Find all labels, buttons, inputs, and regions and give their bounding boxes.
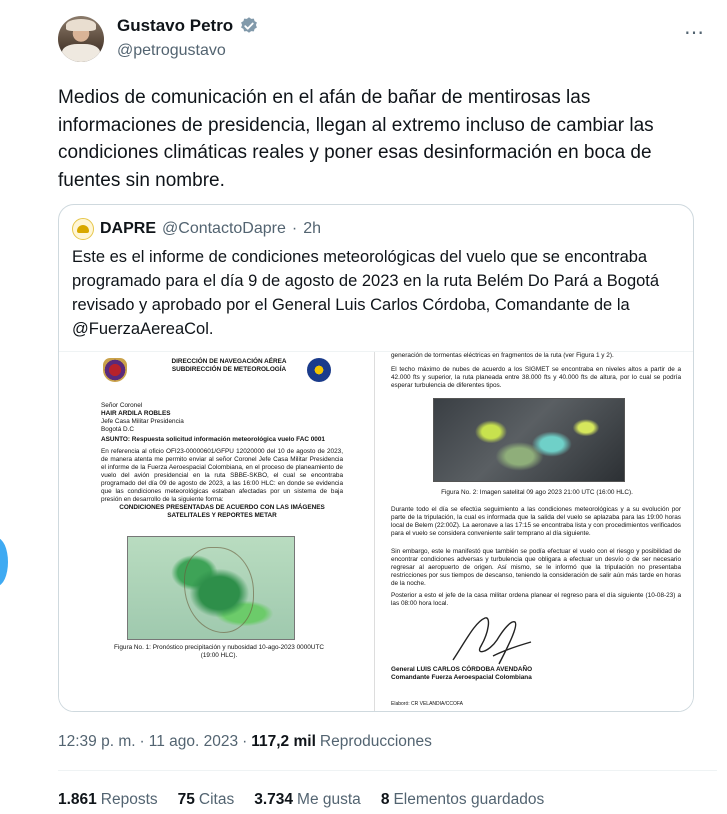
addr-line: Señor Coronel [101,402,143,409]
quoted-author-name: DAPRE [100,220,157,237]
doc-header-2: SUBDIRECCIÓN DE METEOROLOGÍA [171,366,287,373]
author-handle[interactable]: @petrogustavo [117,42,226,59]
quoted-tweet[interactable] [58,204,694,712]
signer-title: Comandante Fuerza Aeroespacial Colombiana [391,674,532,681]
figure-1-caption: Figura No. 1: Pronóstico precipitación y nubosidad 10-ago-2023 0000UTC (19:00 HLC). [114,644,324,659]
signer-name: General LUIS CARLOS CÓRDOBA AVENDAÑO [391,666,533,673]
attached-document-images[interactable] [59,351,694,712]
stat-label: Reposts [100,791,158,808]
handwritten-signature [445,612,535,672]
doc-addressee [101,402,241,434]
stat-number: 1.861 [58,791,97,808]
tweet-text: Medios de comunicación en el afán de bañar de mentirosas las informaciones de presidencia, llegan al extremo incluso de cambiar las condiciones climáticas reales y poner esas desinformación en boca de fuentes sin nombre. [58,87,654,191]
stat-likes[interactable] [254,791,361,809]
stat-quotes[interactable] [178,791,235,809]
more-options-icon[interactable]: ⋯ [684,22,705,44]
verified-badge-icon [239,16,259,36]
doc-subject: ASUNTO: Respuesta solicitud información meteorológica vuelo FAC 0001 [101,436,325,443]
quoted-avatar [72,218,94,240]
stat-label: Me gusta [297,791,361,808]
author-name-row [117,16,259,36]
stat-bookmarks[interactable] [381,791,544,809]
precipitation-map-image [127,536,295,640]
meta-separator: · [139,733,145,750]
doc-p2-top: generación de tormentas eléctricas en fragmentos de la ruta (ver Figura 1 y 2). [391,352,614,359]
views-label: Reproducciones [319,733,432,750]
author-name[interactable]: Gustavo Petro [117,16,234,35]
avatar[interactable] [58,16,104,62]
figure-2-caption: Figura No. 2: Imagen satelital 09 ago 2023 21:00 UTC (16:00 HLC). [441,489,633,496]
doc-header-1: DIRECCIÓN DE NAVEGACIÓN AÉREA [171,358,287,365]
doc-paragraph: Sin embargo, este le manifestó que también se podía efectuar el vuelo con el riesgo y posibilidad de encontrar condiciones adversas y turbulencia que obligara a efectuar un desvío o de ser necesario regresar al aeropuerto de origen. Así mismo, se le informó que la tripulación no presentaba restricciones por sus tiempos de descanso, teniendo la consideración de salir aún más tarde en horas de la noche. [391,548,681,587]
doc-sigmet: El techo máximo de nubes de acuerdo a los SIGMET se encontraba en niveles altos a partir de a 42.000 fts y superior, la ruta planeada entre 38.000 fts y 40.000 fts de altura, por lo cual se podría esperar turbulencia de diferentes tipos. [391,366,681,389]
stat-label: Elementos guardados [393,791,545,808]
tweet-header [58,14,707,66]
signature-block [391,666,591,682]
doc-conditions-title: CONDICIONES PRESENTADAS DE ACUERDO CON LAS IMÁGENES SATELITALES Y REPORTES METAR [119,504,325,519]
edge-decoration [0,538,8,586]
addr-line: Jefe Casa Militar Presidencia [101,418,184,425]
engagement-stats [58,791,544,809]
satellite-image [433,398,625,482]
divider [58,770,717,771]
addr-line: HAIR ARDILA ROBLES [101,410,171,417]
stat-number: 3.734 [254,791,294,808]
avatar-hat [66,19,96,31]
doc-body: En referencia al oficio OFI23-00000601/GFPU 12020000 del 10 de agosto de 2023, de manera atenta me permito enviar al señor Coronel Jefe Casa Militar Presidencia el informe de la Fuerza Aeroespacial Colombiana, en el proceso de planeamiento de vuelo del avión presidencial en la ruta SBBE-SKBO, el cual se encontraba programado del día 09 de agosto de 2023, a las 16:00 HLC: en donde se evidencia que las condiciones meteorológicas estaban afectadas por un sistema de baja presión en desarrollo de la siguiente forma: [101,448,343,503]
stat-label: Citas [198,791,235,808]
dinav-crest-icon [103,358,127,382]
meta-separator: · [242,733,248,750]
stat-number: 8 [380,791,390,808]
quoted-tweet-header [72,218,321,240]
doc-paragraph: Durante todo el día se efectúa seguimiento a las condiciones meteorológicas y a su evolución por parte de la tripulación, la cual es informada que la salida del vuelo se aplazaba para las 19:00 horas local de Belem (22:00Z). La aeronave a las 17:15 se encontraba lista y con procedimientos verificados para el vuelo se considera conveniente salir temprano al día siguiente. [391,506,681,537]
tweet-date[interactable]: 11 ago. 2023 [148,733,239,750]
doc-paragraph: Posterior a esto el jefe de la casa militar ordena planear el regreso para el día siguiente (10-08-23) a las 08:00 hora local. [391,592,681,607]
views-count: 117,2 mil [251,733,316,750]
south-america-outline [184,547,254,633]
quoted-author-handle: @ContactoDapre [162,220,286,237]
fac-crest-icon [307,358,331,382]
stat-number: 75 [177,791,195,808]
quoted-separator: · [291,220,298,237]
stat-reposts[interactable] [58,791,158,809]
avatar-shirt [62,44,100,62]
addr-line: Bogotá D.C [101,426,135,433]
document-page-2[interactable] [377,352,691,712]
tweet-time[interactable]: 12:39 p. m. [58,733,136,750]
doc-elaboro: Elaboró: CR VELANDIA/CCOFA [391,701,463,707]
document-page-1[interactable] [63,352,375,712]
tweet-meta [58,733,432,751]
quoted-timestamp: 2h [303,220,321,237]
quoted-tweet-text: Este es el informe de condiciones meteorológicas del vuelo que se encontraba programado para el día 9 de agosto de 2023 en la ruta Belém Do Pará a Bogotá revisado y aprobado por el General Luis Carlos Córdoba, Comandante de la @FuerzaAereaCol. [72,248,660,338]
